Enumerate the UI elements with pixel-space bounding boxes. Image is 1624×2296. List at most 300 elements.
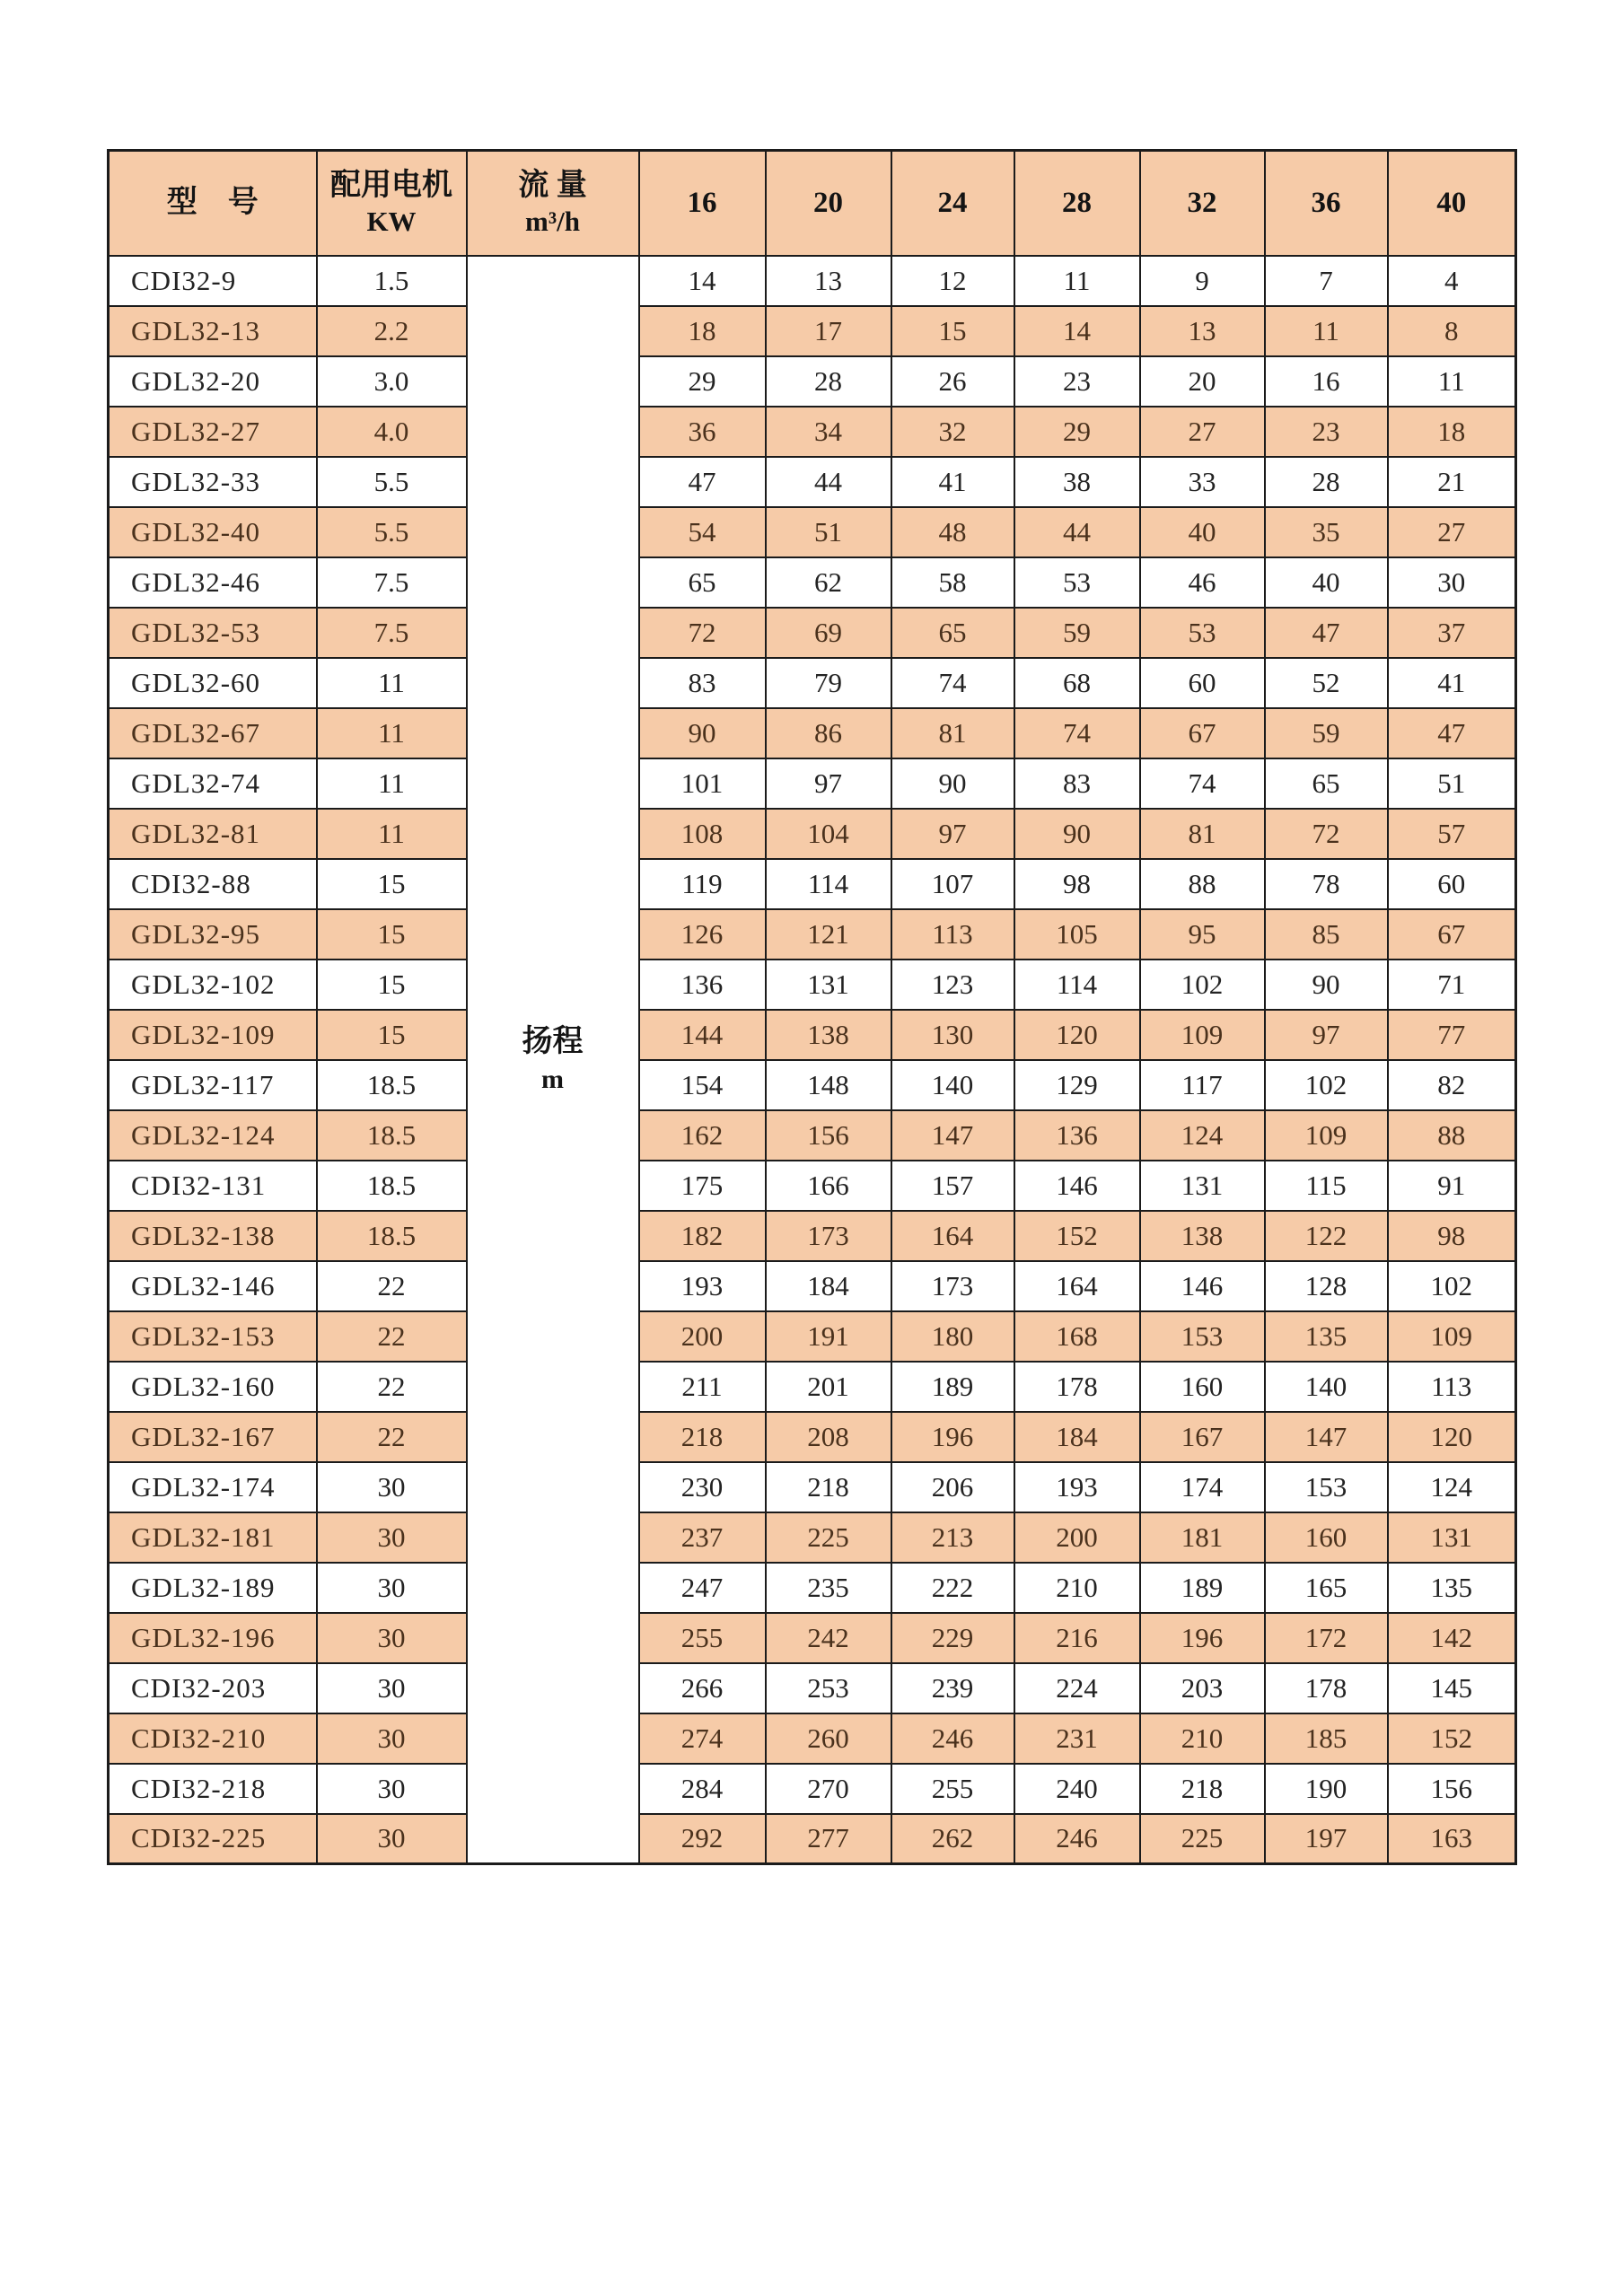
head-value-cell: 146 [1140, 1261, 1265, 1311]
head-value-cell: 144 [639, 1010, 766, 1060]
head-value-cell: 60 [1388, 859, 1516, 909]
head-value-cell: 255 [639, 1613, 766, 1663]
head-value-cell: 47 [1388, 708, 1516, 758]
motor-kw-cell: 11 [317, 708, 467, 758]
head-value-cell: 97 [891, 809, 1014, 859]
head-value-cell: 173 [891, 1261, 1014, 1311]
header-model: 型 号 [109, 151, 317, 256]
head-value-cell: 72 [639, 608, 766, 658]
head-value-cell: 113 [1388, 1362, 1516, 1412]
motor-kw-cell: 22 [317, 1412, 467, 1462]
head-value-cell: 167 [1140, 1412, 1265, 1462]
table-row [109, 1663, 1516, 1713]
head-value-cell: 109 [1140, 1010, 1265, 1060]
header-flow-32: 32 [1140, 151, 1265, 256]
head-value-cell: 266 [639, 1663, 766, 1713]
head-value-cell: 140 [891, 1060, 1014, 1110]
head-value-cell: 65 [1265, 758, 1388, 809]
model-cell: GDL32-174 [109, 1462, 317, 1512]
table-row [109, 1412, 1516, 1462]
head-value-cell: 38 [1014, 457, 1140, 507]
head-value-cell: 246 [1014, 1814, 1140, 1864]
head-value-cell: 18 [639, 306, 766, 356]
head-value-cell: 124 [1140, 1110, 1265, 1161]
model-cell: GDL32-81 [109, 809, 317, 859]
head-value-cell: 74 [891, 658, 1014, 708]
head-value-cell: 59 [1265, 708, 1388, 758]
head-value-cell: 189 [891, 1362, 1014, 1412]
head-value-cell: 173 [766, 1211, 891, 1261]
head-value-cell: 12 [891, 256, 1014, 306]
head-value-cell: 34 [766, 407, 891, 457]
head-value-cell: 44 [1014, 507, 1140, 557]
head-value-cell: 191 [766, 1311, 891, 1362]
model-cell: GDL32-20 [109, 356, 317, 407]
motor-kw-cell: 22 [317, 1311, 467, 1362]
motor-kw-cell: 30 [317, 1462, 467, 1512]
head-value-cell: 98 [1014, 859, 1140, 909]
model-cell: GDL32-146 [109, 1261, 317, 1311]
head-value-cell: 190 [1265, 1764, 1388, 1814]
model-cell: GDL32-167 [109, 1412, 317, 1462]
head-value-cell: 126 [639, 909, 766, 960]
head-value-cell: 270 [766, 1764, 891, 1814]
head-value-cell: 242 [766, 1613, 891, 1663]
head-value-cell: 82 [1388, 1060, 1516, 1110]
header-flow-40: 40 [1388, 151, 1516, 256]
head-value-cell: 224 [1014, 1663, 1140, 1713]
head-value-cell: 97 [1265, 1010, 1388, 1060]
head-value-cell: 105 [1014, 909, 1140, 960]
head-value-cell: 140 [1265, 1362, 1388, 1412]
motor-kw-cell: 5.5 [317, 457, 467, 507]
head-value-cell: 33 [1140, 457, 1265, 507]
head-value-cell: 102 [1265, 1060, 1388, 1110]
motor-kw-cell: 7.5 [317, 608, 467, 658]
header-flow [467, 151, 639, 256]
head-value-cell: 153 [1265, 1462, 1388, 1512]
table-row [109, 1814, 1516, 1864]
motor-kw-cell: 2.2 [317, 306, 467, 356]
head-value-cell: 156 [766, 1110, 891, 1161]
head-value-cell: 200 [1014, 1512, 1140, 1563]
motor-kw-cell: 7.5 [317, 557, 467, 608]
head-value-cell: 13 [1140, 306, 1265, 356]
head-value-cell: 68 [1014, 658, 1140, 708]
model-cell: CDI32-131 [109, 1161, 317, 1211]
head-value-cell: 27 [1388, 507, 1516, 557]
table-row [109, 608, 1516, 658]
table-row [109, 1311, 1516, 1362]
head-value-cell: 14 [639, 256, 766, 306]
head-value-cell: 16 [1265, 356, 1388, 407]
head-value-cell: 277 [766, 1814, 891, 1864]
table-row [109, 1211, 1516, 1261]
head-value-cell: 67 [1140, 708, 1265, 758]
model-cell: GDL32-53 [109, 608, 317, 658]
head-value-cell: 14 [1014, 306, 1140, 356]
head-value-cell: 216 [1014, 1613, 1140, 1663]
head-value-cell: 57 [1388, 809, 1516, 859]
head-value-cell: 71 [1388, 960, 1516, 1010]
head-value-cell: 157 [891, 1161, 1014, 1211]
head-value-cell: 168 [1014, 1311, 1140, 1362]
table-row [109, 1010, 1516, 1060]
head-value-cell: 160 [1140, 1362, 1265, 1412]
head-value-cell: 211 [639, 1362, 766, 1412]
head-value-cell: 114 [1014, 960, 1140, 1010]
head-value-cell: 11 [1014, 256, 1140, 306]
table-row [109, 758, 1516, 809]
head-value-cell: 174 [1140, 1462, 1265, 1512]
head-value-cell: 229 [891, 1613, 1014, 1663]
head-value-cell: 86 [766, 708, 891, 758]
model-cell: GDL32-40 [109, 507, 317, 557]
head-value-cell: 108 [639, 809, 766, 859]
head-value-cell: 175 [639, 1161, 766, 1211]
head-value-cell: 32 [891, 407, 1014, 457]
head-value-cell: 91 [1388, 1161, 1516, 1211]
head-value-cell: 124 [1388, 1462, 1516, 1512]
head-value-cell: 235 [766, 1563, 891, 1613]
model-cell: GDL32-109 [109, 1010, 317, 1060]
head-value-cell: 13 [766, 256, 891, 306]
header-motor-kw [317, 151, 467, 256]
head-merged-cell [467, 256, 639, 1864]
head-value-cell: 109 [1388, 1311, 1516, 1362]
head-value-cell: 196 [891, 1412, 1014, 1462]
head-value-cell: 109 [1265, 1110, 1388, 1161]
head-value-cell: 47 [1265, 608, 1388, 658]
motor-kw-cell: 15 [317, 1010, 467, 1060]
head-value-cell: 156 [1388, 1764, 1516, 1814]
model-cell: GDL32-60 [109, 658, 317, 708]
head-value-cell: 23 [1014, 356, 1140, 407]
head-value-cell: 172 [1265, 1613, 1388, 1663]
head-value-cell: 28 [766, 356, 891, 407]
model-cell: GDL32-117 [109, 1060, 317, 1110]
head-value-cell: 35 [1265, 507, 1388, 557]
head-value-cell: 44 [766, 457, 891, 507]
motor-kw-cell: 1.5 [317, 256, 467, 306]
head-value-cell: 135 [1265, 1311, 1388, 1362]
motor-kw-cell: 15 [317, 960, 467, 1010]
head-value-cell: 115 [1265, 1161, 1388, 1211]
motor-kw-cell: 18.5 [317, 1161, 467, 1211]
table-row [109, 1613, 1516, 1663]
model-cell: CDI32-210 [109, 1713, 317, 1764]
motor-kw-cell: 30 [317, 1713, 467, 1764]
head-value-cell: 253 [766, 1663, 891, 1713]
table-row [109, 909, 1516, 960]
head-value-cell: 164 [891, 1211, 1014, 1261]
head-value-cell: 206 [891, 1462, 1014, 1512]
head-value-cell: 154 [639, 1060, 766, 1110]
head-value-cell: 95 [1140, 909, 1265, 960]
head-value-cell: 117 [1140, 1060, 1265, 1110]
motor-kw-cell: 22 [317, 1362, 467, 1412]
head-value-cell: 138 [766, 1010, 891, 1060]
head-value-cell: 142 [1388, 1613, 1516, 1663]
head-value-cell: 131 [1388, 1512, 1516, 1563]
head-value-cell: 72 [1265, 809, 1388, 859]
motor-kw-cell: 5.5 [317, 507, 467, 557]
motor-kw-cell: 11 [317, 809, 467, 859]
model-cell: CDI32-203 [109, 1663, 317, 1713]
head-value-cell: 284 [639, 1764, 766, 1814]
head-value-cell: 102 [1140, 960, 1265, 1010]
motor-kw-cell: 3.0 [317, 356, 467, 407]
motor-kw-cell: 11 [317, 658, 467, 708]
pump-spec-table [107, 149, 1517, 1865]
head-value-cell: 147 [891, 1110, 1014, 1161]
header-flow-20: 20 [766, 151, 891, 256]
head-value-cell: 36 [639, 407, 766, 457]
head-value-cell: 201 [766, 1362, 891, 1412]
head-value-cell: 274 [639, 1713, 766, 1764]
head-value-cell: 292 [639, 1814, 766, 1864]
head-value-cell: 74 [1140, 758, 1265, 809]
motor-kw-cell: 15 [317, 909, 467, 960]
head-value-cell: 123 [891, 960, 1014, 1010]
head-value-cell: 163 [1388, 1814, 1516, 1864]
header-flow-unit: m³/h [525, 206, 580, 238]
head-value-cell: 185 [1265, 1713, 1388, 1764]
head-value-cell: 41 [891, 457, 1014, 507]
model-cell: GDL32-153 [109, 1311, 317, 1362]
head-value-cell: 193 [1014, 1462, 1140, 1512]
head-value-cell: 121 [766, 909, 891, 960]
head-value-cell: 4 [1388, 256, 1516, 306]
motor-kw-cell: 30 [317, 1663, 467, 1713]
head-value-cell: 136 [639, 960, 766, 1010]
head-value-cell: 193 [639, 1261, 766, 1311]
head-value-cell: 65 [639, 557, 766, 608]
head-value-cell: 138 [1140, 1211, 1265, 1261]
table-row [109, 658, 1516, 708]
head-value-cell: 79 [766, 658, 891, 708]
head-value-cell: 260 [766, 1713, 891, 1764]
table-row [109, 859, 1516, 909]
header-flow-16: 16 [639, 151, 766, 256]
model-cell: GDL32-102 [109, 960, 317, 1010]
head-value-cell: 247 [639, 1563, 766, 1613]
head-value-cell: 197 [1265, 1814, 1388, 1864]
head-value-cell: 136 [1014, 1110, 1140, 1161]
head-value-cell: 239 [891, 1663, 1014, 1713]
head-value-cell: 20 [1140, 356, 1265, 407]
head-value-cell: 29 [639, 356, 766, 407]
table-row [109, 1161, 1516, 1211]
motor-kw-cell: 30 [317, 1764, 467, 1814]
head-value-cell: 196 [1140, 1613, 1265, 1663]
motor-kw-cell: 30 [317, 1512, 467, 1563]
table-row [109, 507, 1516, 557]
motor-kw-cell: 22 [317, 1261, 467, 1311]
head-value-cell: 58 [891, 557, 1014, 608]
head-value-cell: 98 [1388, 1211, 1516, 1261]
head-value-cell: 178 [1265, 1663, 1388, 1713]
head-value-cell: 18 [1388, 407, 1516, 457]
head-value-cell: 51 [1388, 758, 1516, 809]
head-value-cell: 182 [639, 1211, 766, 1261]
head-value-cell: 135 [1388, 1563, 1516, 1613]
head-value-cell: 90 [639, 708, 766, 758]
head-value-cell: 218 [1140, 1764, 1265, 1814]
head-value-cell: 47 [639, 457, 766, 507]
header-flow-24: 24 [891, 151, 1014, 256]
model-cell: GDL32-33 [109, 457, 317, 507]
table-row [109, 356, 1516, 407]
table-row [109, 809, 1516, 859]
head-value-cell: 130 [891, 1010, 1014, 1060]
head-value-cell: 62 [766, 557, 891, 608]
head-value-cell: 113 [891, 909, 1014, 960]
head-value-cell: 51 [766, 507, 891, 557]
head-value-cell: 53 [1014, 557, 1140, 608]
head-value-cell: 15 [891, 306, 1014, 356]
head-value-cell: 160 [1265, 1512, 1388, 1563]
head-value-cell: 152 [1388, 1713, 1516, 1764]
head-value-cell: 230 [639, 1462, 766, 1512]
head-value-cell: 210 [1140, 1713, 1265, 1764]
head-value-cell: 184 [766, 1261, 891, 1311]
table-row [109, 1563, 1516, 1613]
head-value-cell: 77 [1388, 1010, 1516, 1060]
model-cell: CDI32-88 [109, 859, 317, 909]
motor-kw-cell: 18.5 [317, 1211, 467, 1261]
head-value-cell: 181 [1140, 1512, 1265, 1563]
head-value-cell: 67 [1388, 909, 1516, 960]
head-value-cell: 208 [766, 1412, 891, 1462]
head-value-cell: 101 [639, 758, 766, 809]
head-value-cell: 26 [891, 356, 1014, 407]
head-value-cell: 178 [1014, 1362, 1140, 1412]
model-cell: GDL32-181 [109, 1512, 317, 1563]
model-cell: GDL32-67 [109, 708, 317, 758]
head-value-cell: 88 [1140, 859, 1265, 909]
table-row [109, 306, 1516, 356]
head-value-cell: 97 [766, 758, 891, 809]
head-value-cell: 225 [766, 1512, 891, 1563]
head-value-cell: 90 [1265, 960, 1388, 1010]
head-value-cell: 21 [1388, 457, 1516, 507]
head-value-cell: 59 [1014, 608, 1140, 658]
head-value-cell: 200 [639, 1311, 766, 1362]
head-value-cell: 90 [891, 758, 1014, 809]
head-value-cell: 255 [891, 1764, 1014, 1814]
head-label: 扬程 [522, 1024, 584, 1058]
head-value-cell: 40 [1140, 507, 1265, 557]
header-flow-label: 流 量 [518, 168, 587, 202]
motor-kw-cell: 15 [317, 859, 467, 909]
head-value-cell: 189 [1140, 1563, 1265, 1613]
head-value-cell: 166 [766, 1161, 891, 1211]
head-value-cell: 210 [1014, 1563, 1140, 1613]
motor-kw-cell: 30 [317, 1814, 467, 1864]
head-value-cell: 52 [1265, 658, 1388, 708]
header-motor-label: 配用电机 [330, 168, 452, 202]
table-row [109, 1362, 1516, 1412]
head-value-cell: 225 [1140, 1814, 1265, 1864]
head-value-cell: 107 [891, 859, 1014, 909]
head-value-cell: 83 [1014, 758, 1140, 809]
head-value-cell: 40 [1265, 557, 1388, 608]
head-value-cell: 11 [1388, 356, 1516, 407]
table-row [109, 708, 1516, 758]
table-row [109, 457, 1516, 507]
head-value-cell: 184 [1014, 1412, 1140, 1462]
head-value-cell: 128 [1265, 1261, 1388, 1311]
head-value-cell: 74 [1014, 708, 1140, 758]
model-cell: GDL32-196 [109, 1613, 317, 1663]
motor-kw-cell: 30 [317, 1563, 467, 1613]
model-cell: GDL32-95 [109, 909, 317, 960]
table-row [109, 1764, 1516, 1814]
head-value-cell: 48 [891, 507, 1014, 557]
motor-kw-cell: 4.0 [317, 407, 467, 457]
header-row [109, 151, 1516, 256]
table-row [109, 1512, 1516, 1563]
head-value-cell: 180 [891, 1311, 1014, 1362]
head-value-cell: 218 [766, 1462, 891, 1512]
head-value-cell: 11 [1265, 306, 1388, 356]
head-value-cell: 218 [639, 1412, 766, 1462]
head-value-cell: 231 [1014, 1713, 1140, 1764]
head-value-cell: 146 [1014, 1161, 1140, 1211]
head-value-cell: 162 [639, 1110, 766, 1161]
head-value-cell: 237 [639, 1512, 766, 1563]
head-value-cell: 81 [891, 708, 1014, 758]
head-value-cell: 90 [1014, 809, 1140, 859]
head-value-cell: 131 [766, 960, 891, 1010]
model-cell: CDI32-218 [109, 1764, 317, 1814]
model-cell: GDL32-160 [109, 1362, 317, 1412]
motor-kw-cell: 30 [317, 1613, 467, 1663]
head-value-cell: 164 [1014, 1261, 1140, 1311]
head-value-cell: 240 [1014, 1764, 1140, 1814]
head-value-cell: 153 [1140, 1311, 1265, 1362]
head-value-cell: 54 [639, 507, 766, 557]
head-unit-label: m [541, 1064, 564, 1094]
head-value-cell: 152 [1014, 1211, 1140, 1261]
model-cell: GDL32-124 [109, 1110, 317, 1161]
head-value-cell: 119 [639, 859, 766, 909]
header-flow-28: 28 [1014, 151, 1140, 256]
head-value-cell: 85 [1265, 909, 1388, 960]
head-value-cell: 83 [639, 658, 766, 708]
head-value-cell: 7 [1265, 256, 1388, 306]
head-value-cell: 69 [766, 608, 891, 658]
header-flow-36: 36 [1265, 151, 1388, 256]
head-value-cell: 37 [1388, 608, 1516, 658]
head-value-cell: 222 [891, 1563, 1014, 1613]
head-value-cell: 28 [1265, 457, 1388, 507]
head-value-cell: 27 [1140, 407, 1265, 457]
head-value-cell: 122 [1265, 1211, 1388, 1261]
table-row [109, 1462, 1516, 1512]
head-value-cell: 65 [891, 608, 1014, 658]
head-value-cell: 30 [1388, 557, 1516, 608]
model-cell: GDL32-27 [109, 407, 317, 457]
head-value-cell: 262 [891, 1814, 1014, 1864]
table-row [109, 1713, 1516, 1764]
head-value-cell: 114 [766, 859, 891, 909]
table-row [109, 407, 1516, 457]
table-row [109, 1060, 1516, 1110]
head-value-cell: 81 [1140, 809, 1265, 859]
head-value-cell: 41 [1388, 658, 1516, 708]
